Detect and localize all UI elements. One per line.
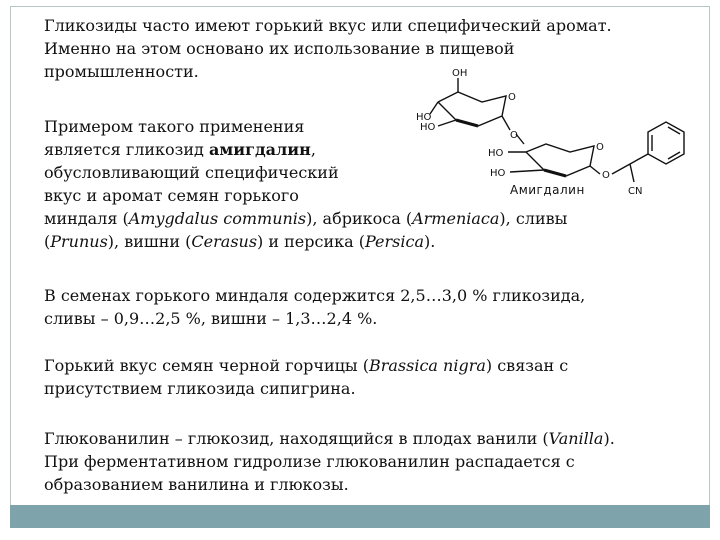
bottom-accent-bar bbox=[10, 505, 710, 528]
atom-label: HO bbox=[490, 168, 506, 179]
text-run: Глюкованилин – глюкозид, находящийся в плодах ванили ( bbox=[44, 429, 549, 448]
text-line bbox=[44, 207, 567, 230]
paragraph-content-percent bbox=[44, 284, 585, 330]
atom-label: HO bbox=[416, 112, 432, 123]
atom-label: HO bbox=[420, 122, 436, 133]
atom-label: O bbox=[510, 130, 518, 141]
text-run: ). bbox=[424, 232, 436, 251]
text-line: Гликозиды часто имеют горький вкус или специфический аромат. bbox=[44, 16, 612, 35]
atom-label: CN bbox=[628, 186, 643, 197]
text-run: является гликозид bbox=[44, 140, 209, 159]
text-run: ). bbox=[603, 429, 615, 448]
text-line: обусловливающий специфический bbox=[44, 163, 339, 182]
atom-label: O bbox=[596, 142, 604, 153]
text-run: , bbox=[310, 140, 316, 159]
text-line bbox=[44, 354, 568, 377]
text-line: Примером такого применения bbox=[44, 117, 305, 136]
text-run: ( bbox=[44, 232, 51, 251]
latin-name: Brassica nigra bbox=[368, 356, 486, 375]
text-line: образованием ванилина и глюкозы. bbox=[44, 475, 349, 494]
latin-name: Persica bbox=[365, 232, 424, 251]
text-run: ), абрикоса ( bbox=[306, 209, 413, 228]
atom-label: O bbox=[508, 92, 516, 103]
text-run: ), сливы bbox=[499, 209, 568, 228]
text-line: вкус и аромат семян горького bbox=[44, 186, 299, 205]
text-line: присутствием гликозида сипигрина. bbox=[44, 379, 356, 398]
atom-label: HO bbox=[488, 148, 504, 159]
latin-name: Prunus bbox=[50, 232, 108, 251]
latin-name: Vanilla bbox=[548, 429, 604, 448]
text-line bbox=[44, 427, 615, 450]
text-line bbox=[44, 230, 567, 253]
text-run: ) связан с bbox=[485, 356, 569, 375]
latin-name: Armeniaca bbox=[412, 209, 500, 228]
text-run: Горький вкус семян черной горчицы ( bbox=[44, 356, 369, 375]
text-line: Именно на этом основано их использование в пищевой bbox=[44, 39, 515, 58]
molecule-caption: Амигдалин bbox=[510, 183, 585, 197]
text-line: промышленности. bbox=[44, 62, 199, 81]
paragraph-mustard bbox=[44, 354, 568, 400]
latin-name: Amygdalus communis bbox=[128, 209, 307, 228]
latin-name: Cerasus bbox=[191, 232, 258, 251]
text-line: При ферментативном гидролизе глюкованилин распадается с bbox=[44, 452, 575, 471]
text-line: В семенах горького миндаля содержится 2,5…3,0 % гликозида, bbox=[44, 286, 586, 305]
text-line: сливы – 0,9…2,5 %, вишни – 1,3…2,4 %. bbox=[44, 309, 378, 328]
paragraph-glucovanillin bbox=[44, 427, 615, 496]
text-run: миндаля ( bbox=[44, 209, 129, 228]
text-run: ) и персика ( bbox=[257, 232, 365, 251]
amygdalin-term: амигдалин bbox=[209, 140, 311, 159]
atom-label: OH bbox=[452, 68, 468, 79]
atom-label: O bbox=[602, 170, 610, 181]
text-run: ), вишни ( bbox=[107, 232, 192, 251]
